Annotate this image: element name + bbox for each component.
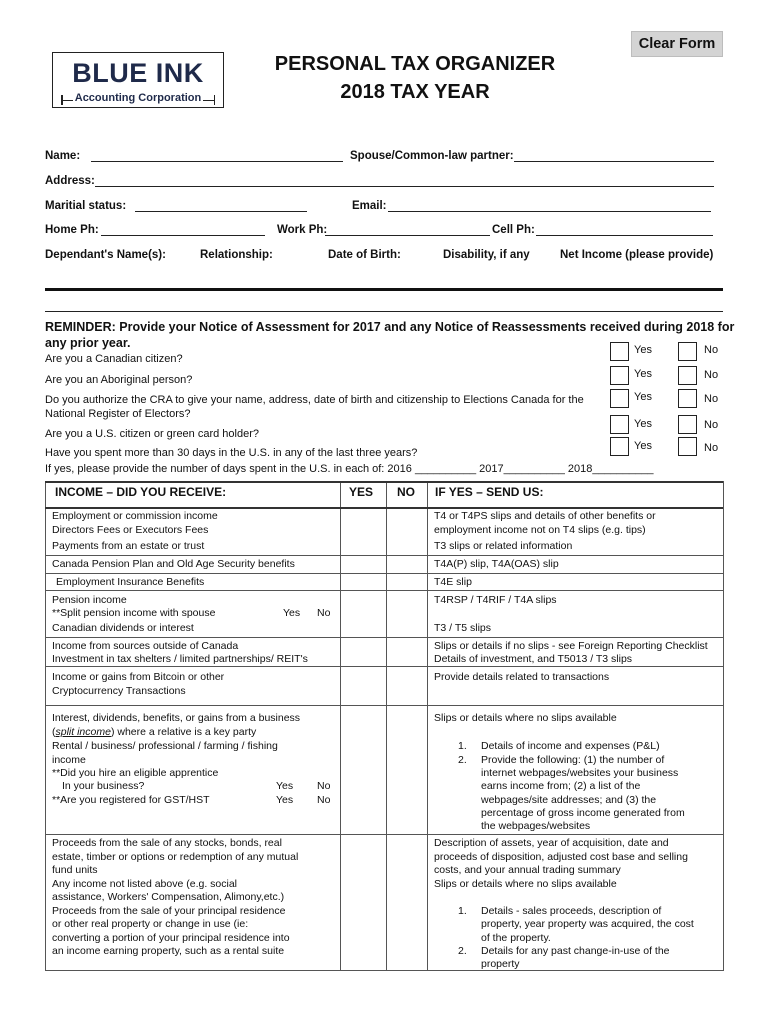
net-income-header: Net Income (please provide) <box>560 249 714 261</box>
send-t4-line2: employment income not on T4 slips (e.g. tips) <box>434 524 646 536</box>
income-pension: Pension income <box>52 594 127 606</box>
email-label: Email: <box>352 200 387 212</box>
q4-no-label: No <box>704 419 719 431</box>
question-aboriginal: Are you an Aboriginal person? <box>45 374 193 386</box>
split-income-term: split income <box>55 726 111 738</box>
send-change-in-use-line2: property <box>481 958 520 970</box>
income-ei-benefits: Employment Insurance Benefits <box>56 576 205 588</box>
form-year: 2018 TAX YEAR <box>340 81 490 103</box>
name-label: Name: <box>45 150 81 162</box>
table-border-top <box>45 481 723 483</box>
q4-yes-checkbox[interactable] <box>610 415 629 434</box>
gst-hst-no[interactable]: No <box>317 794 331 806</box>
send-assets-line2: proceeds of disposition, adjusted cost base and selling <box>434 851 688 863</box>
send-webpages-line6: the webpages/websites <box>481 820 591 832</box>
address-label: Address: <box>45 175 95 187</box>
marital-status-label: Maritial status: <box>45 200 127 212</box>
income-proceeds-stocks-line3: fund units <box>52 864 98 876</box>
marital-status-field[interactable] <box>135 211 307 212</box>
apprentice-no[interactable]: No <box>317 780 331 792</box>
question-elections-canada: Do you authorize the CRA to give your name, address, date of birth and citizenship to Elections Canada for the National Register of Electors? <box>45 394 584 420</box>
income-split-pension: **Split pension income with spouse <box>52 607 216 619</box>
income-column-header: INCOME – DID YOU RECEIVE: <box>55 485 227 499</box>
split-pension-no[interactable]: No <box>317 607 331 619</box>
split-income-rest: ) where a relative is a key party <box>110 726 257 738</box>
q4-yes-label: Yes <box>634 418 652 430</box>
q3-no-checkbox[interactable] <box>678 389 697 408</box>
reminder-text: REMINDER: Provide your Notice of Assessment for 2017 and any Notice of Reassessments received during 2018 for any prior year. <box>45 320 735 350</box>
income-not-listed-line2: assistance, Workers' Compensation, Alimony,etc.) <box>52 891 285 903</box>
question-us-days-per-year: If yes, please provide the number of days spent in the U.S. in each of: 2016 __________ 2017__________ 2018__________ <box>45 463 654 475</box>
work-phone-field[interactable] <box>325 235 490 236</box>
income-crypto: Cryptocurrency Transactions <box>52 685 186 697</box>
company-logo <box>52 52 224 108</box>
home-phone-label: Home Ph: <box>45 224 99 236</box>
income-proceeds-stocks-line2: estate, timber or options or redemption of any mutual <box>52 851 299 863</box>
home-phone-field[interactable] <box>101 235 265 236</box>
email-field[interactable] <box>388 211 711 212</box>
send-webpages-number: 2. <box>458 754 467 766</box>
logo-name: BLUE INK <box>72 58 204 88</box>
q3-yes-checkbox[interactable] <box>610 389 629 408</box>
income-rental-business: Rental / business/ professional / farming / fishing <box>52 740 278 752</box>
question-canadian-citizen: Are you a Canadian citizen? <box>45 353 183 365</box>
cell-phone-field[interactable] <box>536 235 713 236</box>
row-divider <box>45 834 723 835</box>
logo-subtitle: Accounting Corporation <box>74 92 202 104</box>
table-border-bottom <box>45 970 723 971</box>
name-field[interactable] <box>91 161 343 162</box>
disability-header: Disability, if any <box>443 249 530 261</box>
cell-phone-label: Cell Ph: <box>492 224 535 236</box>
send-column-header: IF YES – SEND US: <box>435 485 544 499</box>
income-not-listed-line1: Any income not listed above (e.g. social <box>52 878 238 890</box>
send-webpages-line1: Provide the following: (1) the number of <box>481 754 665 766</box>
send-t4e-slip: T4E slip <box>434 576 472 588</box>
send-webpages-line4: webpages/site addresses; and (3) the <box>481 794 657 806</box>
split-pension-yes[interactable]: Yes <box>283 607 301 619</box>
income-split-income-relative: (split income) where a relative is a key party <box>52 726 257 738</box>
income-tax-shelters: Investment in tax shelters / limited partnerships/ REIT's <box>52 653 308 665</box>
question-us-citizen: Are you a U.S. citizen or green card holder? <box>45 428 260 440</box>
send-sale-line3: of the property. <box>481 932 551 944</box>
income-estate-trust: Payments from an estate or trust <box>52 540 205 552</box>
q3-yes-label: Yes <box>634 391 652 403</box>
no-column-header: NO <box>397 485 415 499</box>
question-us-days: Have you spent more than 30 days in the U.S. in any of the last three years? <box>45 447 418 459</box>
row-divider <box>45 637 723 638</box>
income-rental-business-cont: income <box>52 754 86 766</box>
date-of-birth-header: Date of Birth: <box>328 249 401 261</box>
dependants-area-divider <box>45 288 723 291</box>
income-gst-hst-question: **Are you registered for GST/HST <box>52 794 210 806</box>
logo-tick-right <box>214 95 216 105</box>
q3-no-label: No <box>704 393 719 405</box>
row-divider <box>45 590 723 591</box>
row-divider <box>45 555 723 556</box>
send-other-slips: Slips or details where no slips available <box>434 878 617 890</box>
q2-no-checkbox[interactable] <box>678 366 697 385</box>
income-split-income-business: Interest, dividends, benefits, or gains from a business <box>52 712 301 724</box>
q1-yes-label: Yes <box>634 344 652 356</box>
income-apprentice-question: **Did you hire an eligible apprentice <box>52 767 219 779</box>
q5-yes-label: Yes <box>634 440 652 452</box>
q5-no-label: No <box>704 442 719 454</box>
send-sale-number: 1. <box>458 905 467 917</box>
send-change-in-use-line1: Details for any past change-in-use of the <box>481 945 670 957</box>
income-principal-residence-line1: Proceeds from the sale of your principal residence <box>52 905 286 917</box>
send-t5013-details: Details of investment, and T5013 / T3 slips <box>434 653 633 665</box>
work-phone-label: Work Ph: <box>277 224 328 236</box>
form-title: PERSONAL TAX ORGANIZER <box>274 53 556 75</box>
table-border-right <box>723 481 724 971</box>
send-t4ap-slip: T4A(P) slip, T4A(OAS) slip <box>434 558 559 570</box>
spouse-label: Spouse/Common-law partner: <box>350 150 514 162</box>
dependant-names-header: Dependant's Name(s): <box>45 249 166 261</box>
income-bitcoin: Income or gains from Bitcoin or other <box>52 671 225 683</box>
send-webpages-line2: internet webpages/websites your business <box>481 767 679 779</box>
apprentice-yes[interactable]: Yes <box>276 780 294 792</box>
send-pl-number: 1. <box>458 740 467 752</box>
send-sale-line1: Details - sales proceeds, description of <box>481 905 662 917</box>
income-employment: Employment or commission income <box>52 510 218 522</box>
clear-form-button[interactable]: Clear Form <box>631 31 723 57</box>
q4-no-checkbox[interactable] <box>678 415 697 434</box>
address-field[interactable] <box>95 186 714 187</box>
send-webpages-line5: percentage of gross income generated from <box>481 807 685 819</box>
send-t4rsp-slips: T4RSP / T4RIF / T4A slips <box>434 594 557 606</box>
income-apprentice-question-cont: In your business? <box>62 780 145 792</box>
q1-no-checkbox[interactable] <box>678 342 697 361</box>
send-slips-or-details: Slips or details where no slips available <box>434 712 617 724</box>
send-assets-line1: Description of assets, year of acquisition, date and <box>434 837 669 849</box>
header-bottom-line <box>45 507 723 509</box>
income-principal-residence-line4: an income earning property, such as a rental suite <box>52 945 285 957</box>
q1-no-label: No <box>704 344 719 356</box>
gst-hst-yes[interactable]: Yes <box>276 794 294 806</box>
income-cpp-oas: Canada Pension Plan and Old Age Security benefits <box>52 558 295 570</box>
row-divider <box>45 573 723 574</box>
relationship-header: Relationship: <box>200 249 273 261</box>
send-webpages-line3: earns income from; (2) a list of the <box>481 780 641 792</box>
income-canadian-dividends: Canadian dividends or interest <box>52 622 194 634</box>
income-principal-residence-line2: or other real property or change in use (ie: <box>52 918 249 930</box>
row-divider <box>45 705 723 706</box>
income-foreign-sources: Income from sources outside of Canada <box>52 640 239 652</box>
q2-no-label: No <box>704 369 719 381</box>
income-directors-fees: Directors Fees or Executors Fees <box>52 524 209 536</box>
q5-yes-checkbox[interactable] <box>610 437 629 456</box>
q5-no-checkbox[interactable] <box>678 437 697 456</box>
send-assets-line3: costs, and your annual trading summary <box>434 864 621 876</box>
spouse-field[interactable] <box>514 161 714 162</box>
send-pl-details: Details of income and expenses (P&L) <box>481 740 660 752</box>
send-t3-t5-slips: T3 / T5 slips <box>434 622 491 634</box>
send-change-in-use-number: 2. <box>458 945 467 957</box>
income-principal-residence-line3: converting a portion of your principal residence into <box>52 932 290 944</box>
send-foreign-reporting: Slips or details if no slips - see Foreign Reporting Checklist <box>434 640 708 652</box>
q1-yes-checkbox[interactable] <box>610 342 629 361</box>
send-crypto-details: Provide details related to transactions <box>434 671 610 683</box>
income-proceeds-stocks-line1: Proceeds from the sale of any stocks, bonds, real <box>52 837 282 849</box>
q2-yes-label: Yes <box>634 368 652 380</box>
send-t3-slips: T3 slips or related information <box>434 540 573 552</box>
yes-column-header: YES <box>349 485 374 499</box>
q2-yes-checkbox[interactable] <box>610 366 629 385</box>
send-t4-line1: T4 or T4PS slips and details of other benefits or <box>434 510 656 522</box>
send-sale-line2: property, year property was acquired, the cost <box>481 918 694 930</box>
dependants-entry-line[interactable] <box>45 311 723 312</box>
